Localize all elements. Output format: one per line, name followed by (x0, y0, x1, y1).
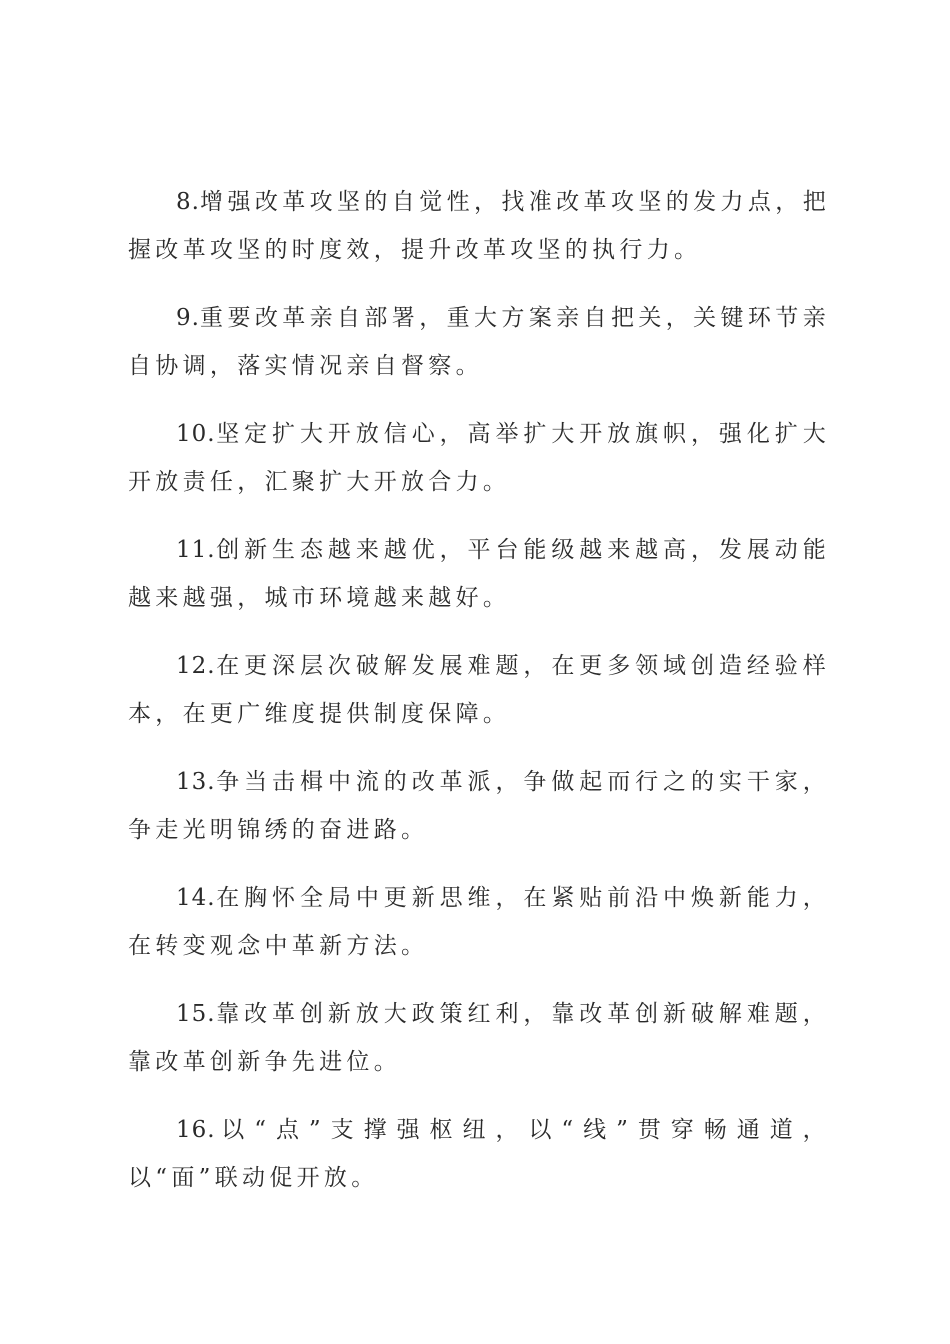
paragraph-text: 增强改革攻坚的自觉性，找准改革攻坚的发力点，把握改革攻坚的时度效，提升改革攻坚的执行力。 (128, 189, 830, 263)
paragraph-text: 以“点”支撑强枢纽，以“线”贯穿畅通道，以“面”联动促开放。 (128, 1117, 830, 1191)
paragraph-text: 坚定扩大开放信心，高举扩大开放旗帜，强化扩大开放责任，汇聚扩大开放合力。 (128, 421, 830, 495)
paragraph-number: 15. (176, 1001, 216, 1027)
paragraph-number: 10. (176, 421, 216, 447)
paragraph-13 (128, 758, 830, 854)
paragraph-number: 13. (176, 769, 216, 795)
paragraph-11 (128, 526, 830, 622)
paragraph-8 (128, 178, 830, 274)
paragraph-12 (128, 642, 830, 738)
paragraph-10 (128, 410, 830, 506)
paragraph-number: 14. (176, 885, 216, 911)
paragraph-number: 16. (176, 1117, 216, 1143)
paragraph-15 (128, 990, 830, 1086)
document-body (128, 178, 830, 1222)
paragraph-number: 12. (176, 653, 216, 679)
paragraph-number: 9. (176, 305, 200, 331)
paragraph-text: 创新生态越来越优，平台能级越来越高，发展动能越来越强，城市环境越来越好。 (128, 537, 830, 611)
paragraph-14 (128, 874, 830, 970)
paragraph-number: 11. (176, 537, 216, 563)
paragraph-text: 在更深层次破解发展难题，在更多领域创造经验样本，在更广维度提供制度保障。 (128, 653, 830, 727)
paragraph-number: 8. (176, 189, 200, 215)
paragraph-text: 争当击楫中流的改革派，争做起而行之的实干家，争走光明锦绣的奋进路。 (128, 769, 830, 843)
paragraph-9 (128, 294, 830, 390)
paragraph-16 (128, 1106, 830, 1202)
paragraph-text: 重要改革亲自部署，重大方案亲自把关，关键环节亲自协调，落实情况亲自督察。 (128, 305, 830, 379)
paragraph-text: 在胸怀全局中更新思维，在紧贴前沿中焕新能力，在转变观念中革新方法。 (128, 885, 830, 959)
paragraph-text: 靠改革创新放大政策红利，靠改革创新破解难题，靠改革创新争先进位。 (128, 1001, 830, 1075)
